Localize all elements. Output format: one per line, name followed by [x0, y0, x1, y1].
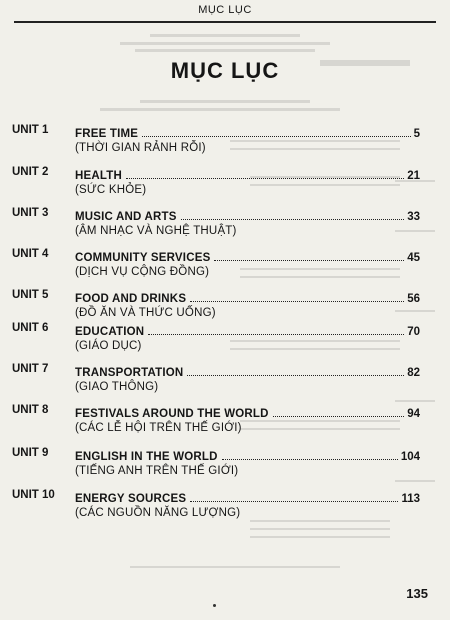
- toc-entry: [0, 404, 450, 444]
- dot-leader: [126, 178, 404, 179]
- unit-label: UNIT 1: [12, 124, 49, 136]
- unit-title: EDUCATION: [75, 326, 145, 338]
- running-header: MỤC LỤC: [198, 4, 252, 16]
- entry-title-line: [75, 124, 420, 140]
- print-speck: [213, 604, 216, 607]
- unit-label: UNIT 4: [12, 248, 49, 260]
- dot-leader: [190, 501, 398, 502]
- page-number: 135: [406, 586, 428, 601]
- unit-title: ENERGY SOURCES: [75, 493, 187, 505]
- dot-leader: [187, 375, 404, 376]
- toc-entry: [0, 248, 450, 288]
- unit-title-vietnamese: (GIÁO DỤC): [75, 340, 142, 352]
- toc-entry: [0, 166, 450, 206]
- unit-title-vietnamese: (ÂM NHẠC VÀ NGHỆ THUẬT): [75, 225, 237, 237]
- entry-title-line: [75, 207, 420, 223]
- unit-title: FREE TIME: [75, 128, 139, 140]
- dot-leader: [148, 334, 404, 335]
- unit-title: TRANSPORTATION: [75, 367, 184, 379]
- unit-title-vietnamese: (THỜI GIAN RẢNH RỖI): [75, 142, 206, 154]
- page-reference: 104: [400, 451, 420, 463]
- page-reference: 5: [413, 128, 420, 140]
- dot-leader: [190, 301, 404, 302]
- dot-leader: [273, 416, 405, 417]
- unit-title-vietnamese: (TIẾNG ANH TRÊN THẾ GIỚI): [75, 465, 239, 477]
- unit-title-vietnamese: (CÁC LỄ HỘI TRÊN THẾ GIỚI): [75, 422, 242, 434]
- unit-title: ENGLISH IN THE WORLD: [75, 451, 218, 463]
- page-reference: 21: [407, 170, 420, 182]
- unit-title: HEALTH: [75, 170, 122, 182]
- unit-title-vietnamese: (ĐỒ ĂN VÀ THỨC UỐNG): [75, 307, 216, 319]
- entry-title-line: [75, 322, 420, 338]
- dot-leader: [214, 260, 404, 261]
- unit-label: UNIT 8: [12, 404, 49, 416]
- dot-leader: [222, 459, 398, 460]
- toc-entry: [0, 363, 450, 403]
- unit-title-vietnamese: (DỊCH VỤ CỘNG ĐỒNG): [75, 266, 210, 278]
- entry-title-line: [75, 248, 420, 264]
- dot-leader: [181, 219, 405, 220]
- entry-title-line: [75, 489, 420, 505]
- dot-leader: [142, 136, 410, 137]
- toc-entry: [0, 447, 450, 487]
- entry-title-line: [75, 363, 420, 379]
- unit-title-vietnamese: (SỨC KHỎE): [75, 184, 147, 196]
- toc-entry: [0, 489, 450, 529]
- entry-title-line: [75, 289, 420, 305]
- unit-title: COMMUNITY SERVICES: [75, 252, 211, 264]
- page-title: MỤC LỤC: [170, 58, 280, 83]
- entry-title-line: [75, 404, 420, 420]
- page-reference: 82: [407, 367, 420, 379]
- toc-entry: [0, 124, 450, 164]
- unit-label: UNIT 9: [12, 447, 49, 459]
- unit-label: UNIT 6: [12, 322, 49, 334]
- unit-title-vietnamese: (GIAO THÔNG): [75, 381, 159, 393]
- entry-title-line: [75, 447, 420, 463]
- unit-label: UNIT 2: [12, 166, 49, 178]
- page-reference: 113: [401, 493, 420, 505]
- unit-label: UNIT 5: [12, 289, 49, 301]
- unit-title: MUSIC AND ARTS: [75, 211, 177, 223]
- unit-label: UNIT 7: [12, 363, 49, 375]
- unit-title: FOOD AND DRINKS: [75, 293, 187, 305]
- toc-entry: [0, 322, 450, 362]
- unit-title-vietnamese: (CÁC NGUỒN NĂNG LƯỢNG): [75, 507, 241, 519]
- unit-label: UNIT 3: [12, 207, 49, 219]
- page-reference: 45: [407, 252, 420, 264]
- page-reference: 56: [407, 293, 420, 305]
- entry-title-line: [75, 166, 420, 182]
- unit-title: FESTIVALS AROUND THE WORLD: [75, 408, 269, 420]
- toc-entry: [0, 207, 450, 247]
- page-reference: 70: [407, 326, 420, 338]
- page-reference: 94: [407, 408, 420, 420]
- page-reference: 33: [407, 211, 420, 223]
- unit-label: UNIT 10: [12, 489, 55, 501]
